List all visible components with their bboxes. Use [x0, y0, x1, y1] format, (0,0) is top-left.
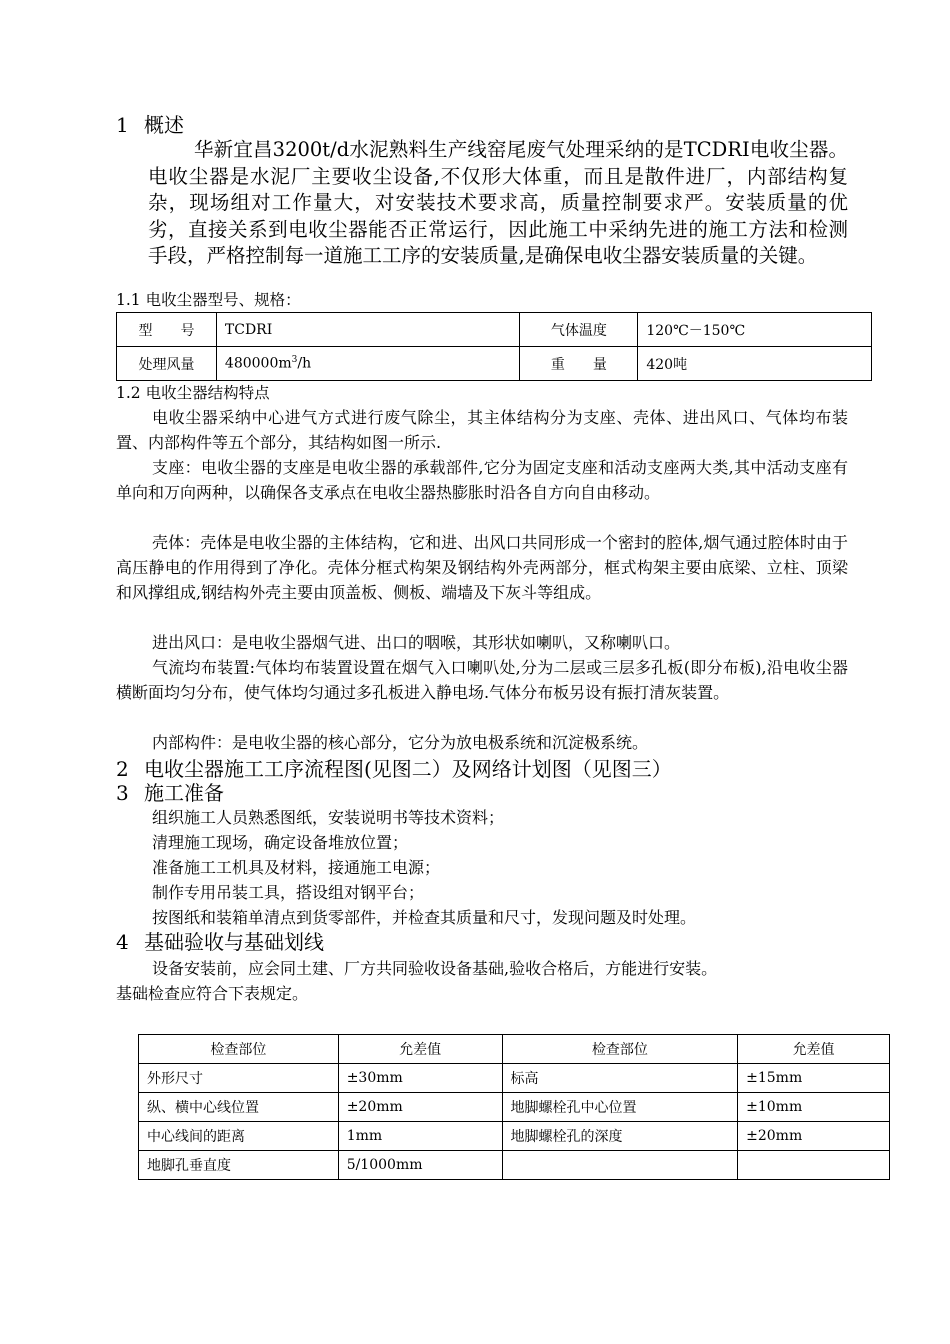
table-cell: 外形尺寸 — [139, 1064, 339, 1093]
intro-paragraph: 华新宜昌3200t/d水泥熟料生产线窑尾废气处理采纳的是TCDRI电收尘器。电收尘器是水泥厂主要收尘设备,不仅形大体重，而且是散件进厂，内部结构复杂，现场组对工作量大，对安装技术要求高，质量控制要求严。安装质量的优劣，直接关系到电收尘器能否正常运行，因此施工中采纳先进的施工方法和检测手段，严格控制每一道施工工序的安装质量,是确保电收尘器安装质量的关键。 — [148, 138, 848, 267]
section-number: 2 — [116, 757, 129, 781]
table-cell: ±30mm — [338, 1064, 502, 1093]
table-cell: 地脚螺栓孔的深度 — [502, 1122, 738, 1151]
list-item: 清理施工现场，确定设备堆放位置； — [152, 833, 409, 852]
section-3-heading — [116, 780, 224, 806]
table-row — [139, 1151, 890, 1180]
column-header: 允差值 — [338, 1035, 502, 1064]
table-cell: 地脚孔垂直度 — [139, 1151, 339, 1180]
air-volume-unit: /h — [297, 355, 312, 372]
paragraph: 电收尘器采纳中心进气方式进行废气除尘，其主体结构分为支座、壳体、进出风口、气体均布装置、内部构件等五个部分，其结构如图一所示. — [116, 408, 848, 452]
table-cell: 120℃－150℃ — [638, 313, 872, 347]
section-title: 基础验收与基础划线 — [144, 930, 324, 954]
table-row — [117, 347, 872, 381]
table-row — [117, 313, 872, 347]
table-cell: ±10mm — [738, 1093, 890, 1122]
table-cell: 5/1000mm — [338, 1151, 502, 1180]
table-cell — [502, 1151, 738, 1180]
column-header: 检查部位 — [502, 1035, 738, 1064]
table-cell: 处理风量 — [117, 347, 217, 381]
table-row — [139, 1122, 890, 1151]
subsection-1-1-title: 1.1 电收尘器型号、规格： — [116, 291, 301, 309]
section-title: 施工准备 — [144, 781, 224, 805]
section-4-heading — [116, 929, 324, 955]
paragraph: 进出风口：是电收尘器烟气进、出口的咽喉，其形状如喇叭，又称喇叭口。 — [152, 633, 681, 652]
table-cell: TCDRI — [216, 313, 520, 347]
section-title: 概述 — [144, 113, 184, 137]
air-volume-exponent: 3 — [291, 355, 298, 366]
paragraph: 基础检查应符合下表规定。 — [116, 984, 309, 1003]
table-cell: ±20mm — [338, 1093, 502, 1122]
paragraph: 设备安装前，应会同土建、厂方共同验收设备基础,验收合格后，方能进行安装。 — [152, 959, 718, 978]
paragraph: 气流均布装置:气体均布装置设置在烟气入口喇叭处,分为二层或三层多孔板(即分布板),沿电收尘器横断面均匀分布，使气体均匀通过多孔板进入静电场.气体分布板另设有振打清灰装置。 — [116, 658, 848, 702]
table-cell: 420吨 — [638, 347, 872, 381]
section-number: 1 — [116, 113, 129, 137]
list-item: 组织施工人员熟悉图纸，安装说明书等技术资料； — [152, 808, 505, 827]
table-cell — [738, 1151, 890, 1180]
list-item: 准备施工工机具及材料，接通施工电源； — [152, 858, 441, 877]
table-cell: 气体温度 — [520, 313, 638, 347]
paragraph: 支座：电收尘器的支座是电收尘器的承载部件,它分为固定支座和活动支座两大类,其中活动支座有单向和万向两种，以确保各支承点在电收尘器热膨胀时沿各自方向自由移动。 — [116, 458, 848, 502]
spec-table — [116, 312, 872, 381]
table-cell: 中心线间的距离 — [139, 1122, 339, 1151]
section-number: 4 — [116, 930, 129, 954]
table-cell: ±20mm — [738, 1122, 890, 1151]
subsection-1-2-title: 1.2 电收尘器结构特点 — [116, 384, 270, 402]
section-title: 电收尘器施工工序流程图(见图二）及网络计划图（见图三） — [144, 757, 672, 781]
table-cell: 重 量 — [520, 347, 638, 381]
table-cell — [216, 347, 520, 381]
table-cell: 1mm — [338, 1122, 502, 1151]
section-number: 3 — [116, 781, 129, 805]
table-row — [139, 1064, 890, 1093]
table-cell: 地脚螺栓孔中心位置 — [502, 1093, 738, 1122]
list-item: 按图纸和装箱单清点到货零部件，并检查其质量和尺寸，发现问题及时处理。 — [152, 908, 697, 927]
tolerance-table — [138, 1034, 890, 1180]
table-header-row — [139, 1035, 890, 1064]
paragraph: 内部构件：是电收尘器的核心部分，它分为放电极系统和沉淀极系统。 — [152, 733, 649, 752]
paragraph: 壳体：壳体是电收尘器的主体结构，它和进、出风口共同形成一个密封的腔体,烟气通过腔体时由于高压静电的作用得到了净化。壳体分框式构架及钢结构外壳两部分，框式构架主要由底梁、立柱、顶梁和风撑组成,钢结构外壳主要由顶盖板、侧板、端墙及下灰斗等组成。 — [116, 533, 848, 602]
table-cell: 标高 — [502, 1064, 738, 1093]
table-cell: 型 号 — [117, 313, 217, 347]
list-item: 制作专用吊装工具，搭设组对钢平台； — [152, 883, 425, 902]
air-volume-value: 480000m — [224, 355, 292, 372]
table-cell: ±15mm — [738, 1064, 890, 1093]
table-row — [139, 1093, 890, 1122]
column-header: 允差值 — [738, 1035, 890, 1064]
section-1-heading — [116, 112, 184, 138]
section-2-heading — [116, 756, 672, 782]
table-cell: 纵、横中心线位置 — [139, 1093, 339, 1122]
column-header: 检查部位 — [139, 1035, 339, 1064]
